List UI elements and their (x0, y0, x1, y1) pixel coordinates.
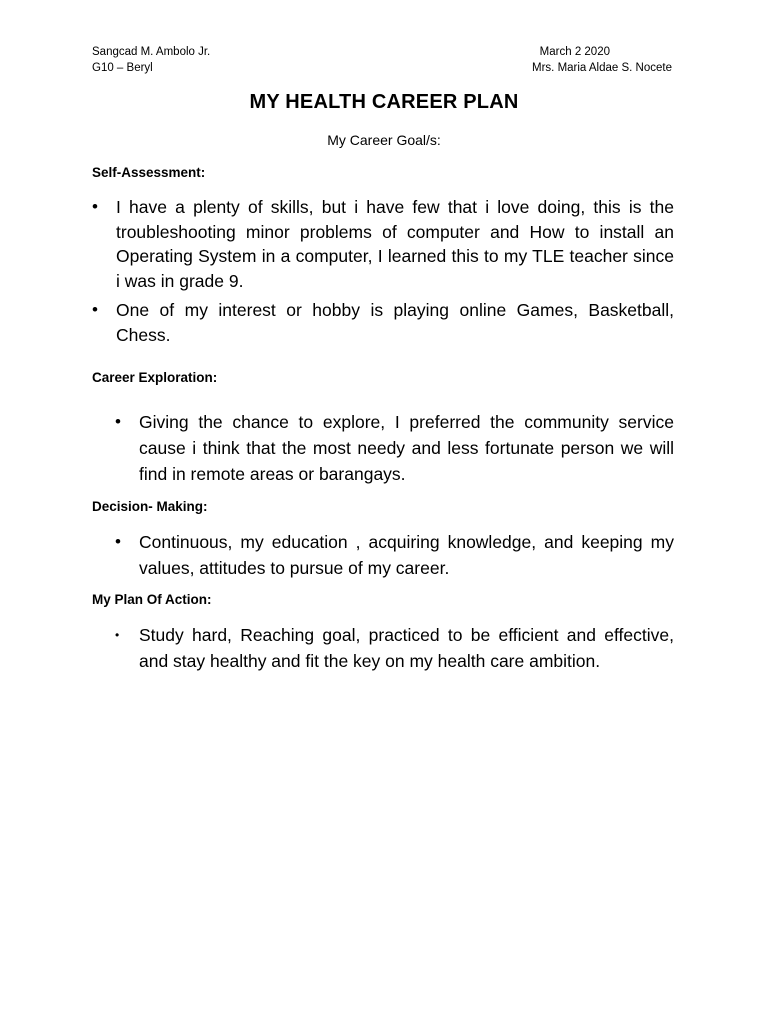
header-row-1 (92, 45, 672, 59)
bullet-icon: • (115, 412, 121, 431)
list-item-text: Continuous, my education , acquiring knowledge, and keeping my values, attitudes to pursue of my career. (139, 532, 674, 578)
list-item (115, 622, 674, 674)
career-goal-label: My Career Goal/s: (327, 132, 441, 148)
plan-of-action-heading: My Plan Of Action: (92, 592, 212, 607)
list-item (115, 409, 674, 487)
bullet-icon: • (115, 628, 120, 642)
decision-making-heading: Decision- Making: (92, 499, 208, 514)
career-exploration-heading: Career Exploration: (92, 370, 218, 385)
list-item (92, 195, 674, 293)
plan-of-action-list (115, 622, 674, 674)
career-exploration-list (115, 409, 674, 487)
class-section: G10 – Beryl (92, 62, 153, 74)
decision-making-list (115, 529, 674, 581)
list-item-text: Study hard, Reaching goal, practiced to be efficient and effective, and stay healthy and fit the key on my health care ambition. (139, 625, 674, 671)
bullet-icon: • (92, 300, 98, 319)
self-assessment-heading: Self-Assessment: (92, 165, 206, 180)
bullet-icon: • (115, 532, 121, 551)
list-item (92, 298, 674, 347)
list-item-text: One of my interest or hobby is playing online Games, Basketball, Chess. (116, 300, 674, 345)
teacher-name: Mrs. Maria Aldae S. Nocete (532, 62, 672, 74)
page-title: MY HEALTH CAREER PLAN (249, 91, 519, 113)
list-item-text: Giving the chance to explore, I preferred the community service cause i think that the most needy and less fortunate person we will find in remote areas or barangays. (139, 412, 674, 484)
date: March 2 2020 (539, 46, 610, 58)
list-item (115, 529, 674, 581)
list-item-text: I have a plenty of skills, but i have few that i love doing, this is the troubleshooting minor problems of computer and How to install an Operating System in a computer, I learned this to my TLE teacher since i was in grade 9. (116, 197, 674, 291)
student-name: Sangcad M. Ambolo Jr. (92, 46, 211, 58)
self-assessment-list (92, 195, 674, 347)
header-row-2 (92, 61, 672, 75)
bullet-icon: • (92, 197, 98, 216)
